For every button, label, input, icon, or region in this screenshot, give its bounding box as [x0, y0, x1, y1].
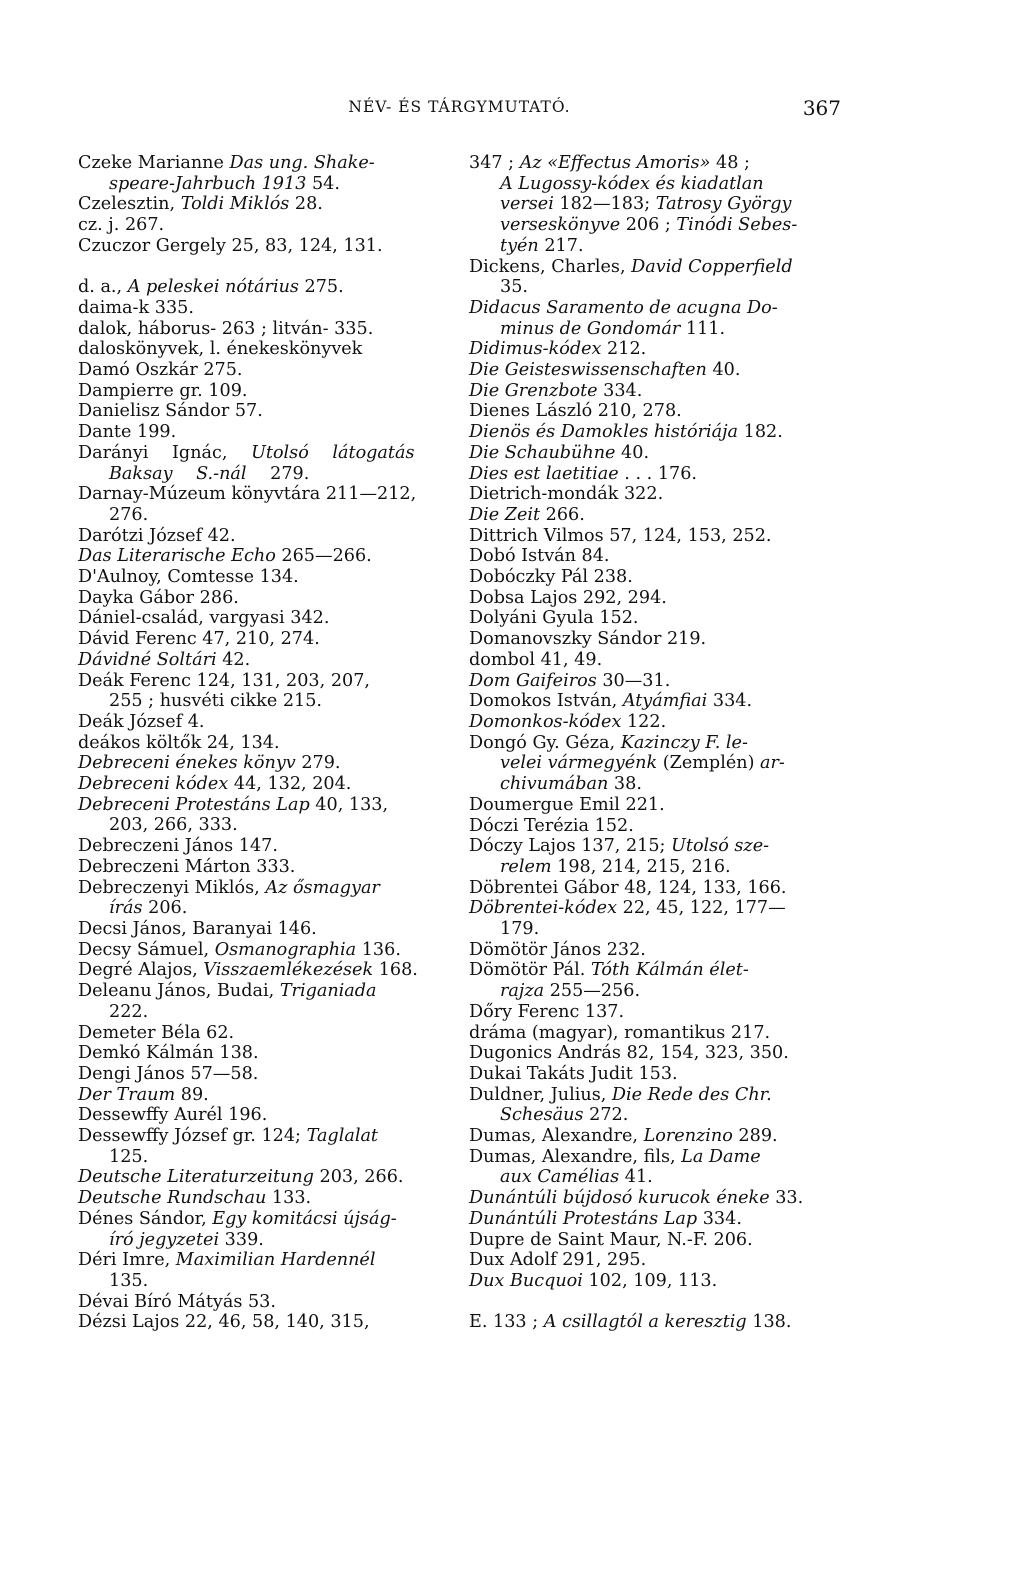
index-entry	[469, 629, 839, 650]
index-entry	[78, 588, 448, 609]
index-entry	[78, 795, 448, 836]
index-entry	[78, 298, 448, 319]
index-entry-text: 212.	[601, 339, 647, 360]
index-entry-text: Dampierre gr. 109.	[78, 380, 248, 401]
index-entry	[78, 236, 448, 257]
index-entry-text: Dienes László 210, 278.	[469, 401, 682, 422]
index-entry-text: 38.	[608, 774, 642, 795]
index-entry	[469, 381, 839, 402]
index-entry	[469, 650, 839, 671]
index-entry-title: Debreceni Protestáns Lap	[78, 794, 310, 815]
index-entry-title: Die Geisteswissenschaften	[469, 360, 707, 381]
index-entry	[469, 1230, 839, 1251]
index-entry-text: Deleanu János, Budai,	[78, 981, 280, 1002]
index-entry	[78, 401, 448, 422]
index-entry-text: 42.	[216, 649, 251, 670]
index-entry-title: ar-	[760, 753, 785, 774]
index-entry-title: Didimus-kódex	[469, 339, 602, 360]
index-entry	[469, 484, 839, 505]
index-entry-text: Dengi János 57—58.	[78, 1063, 259, 1084]
index-entry-text: Dézsi Lajos 22, 46, 58, 140, 315,	[78, 1312, 370, 1333]
index-entry-text: dombol 41, 49.	[469, 649, 603, 670]
index-entry-title: Die Schaubühne	[469, 442, 616, 463]
index-entry	[78, 526, 448, 547]
index-entry-title: Lorenzino	[643, 1126, 733, 1147]
index-entry-title: Osmanographia	[214, 939, 357, 960]
index-entry	[469, 526, 839, 547]
index-entry-text: Dobsa Lajos 292, 294.	[469, 587, 667, 608]
index-entry-text: 133.	[266, 1188, 312, 1209]
index-entry	[78, 567, 448, 588]
index-entry-title: Dom Gaifeiros	[469, 670, 597, 691]
index-entry	[78, 981, 448, 1022]
index-entry-text: 28.	[289, 194, 323, 215]
index-entry-title: David Copperfield	[631, 256, 793, 277]
index-entry	[78, 733, 448, 754]
index-entry-title: Dunántúli bújdosó kurucok éneke	[469, 1188, 770, 1209]
index-entry-title: Deutsche Literaturzeitung	[78, 1167, 314, 1188]
index-entry-title: Tóth Kálmán élet-	[591, 960, 749, 981]
index-entry-text: Dickens, Charles,	[469, 256, 632, 277]
index-entry-text: Dux Adolf 291, 295.	[469, 1250, 647, 1271]
index-entry	[78, 360, 448, 381]
index-entry-text: 289.	[732, 1126, 778, 1147]
index-entry	[78, 381, 448, 402]
index-entry-title: Utolsó sze-	[671, 836, 770, 857]
index-entry	[469, 671, 839, 692]
index-entry-text: Dongó Gy. Géza,	[469, 732, 621, 753]
index-entry	[78, 1105, 448, 1126]
index-entry-text: Dőry Ferenc 137.	[469, 1001, 625, 1022]
index-entry-text: 125.	[109, 1146, 149, 1167]
index-entry	[78, 339, 448, 360]
index-entry-text: Déri Imre,	[78, 1250, 176, 1271]
index-entry-text: 198, 214, 215, 216.	[551, 856, 731, 877]
index-entry-title: Die Zeit	[469, 504, 541, 525]
index-entry	[78, 1312, 448, 1333]
index-entry	[469, 298, 839, 339]
index-entry	[469, 1085, 839, 1126]
index-entry-text: cz. j. 267.	[78, 215, 165, 236]
index-entry	[469, 940, 839, 961]
index-entry-title: Debreceni énekes könyv	[78, 753, 296, 774]
index-entry-text: 203, 266.	[313, 1167, 404, 1188]
index-entry-text: Decsy Sámuel,	[78, 939, 215, 960]
index-entry-title: Debreceni kódex	[78, 774, 229, 795]
index-entry-text: Dömötör János 232.	[469, 939, 646, 960]
index-entry-title: Didacus Saramento de acugna Do-	[469, 297, 778, 318]
index-entry	[78, 215, 448, 236]
index-entry	[469, 795, 839, 816]
index-entry	[469, 898, 839, 939]
index-entry	[78, 194, 448, 215]
index-entry-title: versei	[500, 194, 554, 215]
index-entry	[78, 753, 448, 774]
index-entry	[78, 1085, 448, 1106]
index-entry-title: Schesäus	[500, 1105, 584, 1126]
page-number: 367	[802, 96, 841, 120]
index-entry	[78, 1043, 448, 1064]
index-entry-title: Egy komitácsi újság-	[212, 1208, 397, 1229]
index-entry	[78, 608, 448, 629]
index-entry-text: Danielisz Sándor 57.	[78, 401, 263, 422]
index-entry-text: 206 ;	[620, 215, 677, 236]
index-entry-text: 40, 133,	[309, 794, 389, 815]
index-entry-text: Dayka Gábor 286.	[78, 587, 239, 608]
index-entry-title: minus de Gondomár	[500, 318, 681, 339]
index-entry	[78, 277, 448, 298]
index-entry	[469, 1271, 839, 1292]
index-entry-title: La Dame	[681, 1146, 761, 1167]
index-entry-text: 22, 45, 122, 177—	[617, 898, 786, 919]
index-entry-text: Darótzi József 42.	[78, 525, 236, 546]
index-entry-text: (Zemplén)	[657, 753, 761, 774]
index-entry-text: Dessewffy Aurél 196.	[78, 1105, 268, 1126]
index-entry-text: 347 ;	[469, 153, 520, 173]
index-entry	[78, 319, 448, 340]
index-entry-title: Atyámfiai	[622, 691, 708, 712]
index-entry-text: 30—31.	[596, 670, 671, 691]
index-entry	[78, 940, 448, 961]
index-entry-title: Dienös és Damokles históriája	[469, 422, 739, 443]
index-entry-text: 102, 109, 113.	[582, 1270, 718, 1291]
index-entry-text: 111.	[680, 318, 726, 339]
index-entry	[78, 1064, 448, 1085]
index-entry-title: Dunántúli Protestáns Lap	[469, 1208, 698, 1229]
index-entry	[469, 505, 839, 526]
index-entry	[78, 629, 448, 650]
index-entry-title: A Lugossy-kódex és kiadatlan	[500, 173, 764, 194]
index-entry-text: 168.	[373, 960, 418, 981]
index-entry-text: 89.	[175, 1084, 209, 1105]
index-entry-text: Czuczor Gergely 25, 83, 124, 131.	[78, 235, 383, 256]
index-entry-title: Toldi Miklós	[180, 194, 290, 215]
index-entry	[469, 960, 839, 1001]
index-entry-text: 54.	[306, 173, 340, 194]
index-entry-text: Czelesztin,	[78, 194, 181, 215]
index-entry-text: 179.	[500, 919, 540, 940]
index-entry-title: Dies est laetitiae	[469, 463, 619, 484]
index-entry-text: Debreczenyi Miklós,	[78, 877, 266, 898]
index-entry-title: Das Literarische Echo	[78, 546, 276, 567]
index-entry	[78, 650, 448, 671]
index-entry-text: dráma (magyar), romantikus 217.	[469, 1022, 771, 1043]
index-entry-text: Dömötör Pál.	[469, 960, 591, 981]
index-entry-title: Das ung. Shake-	[229, 153, 375, 173]
index-entry	[469, 1188, 839, 1209]
index-entry-text: Darányi Ignác,	[78, 442, 252, 463]
index-entry	[469, 1043, 839, 1064]
index-entry-title: Az «Effectus Amoris»	[519, 153, 711, 173]
index-entry-text: . . . 176.	[618, 463, 698, 484]
index-entry-text: Debreczeni János 147.	[78, 836, 278, 857]
index-entry	[78, 671, 448, 712]
index-entry	[78, 443, 448, 484]
index-entry-title: Kazinczy F. le-	[620, 732, 748, 753]
index-entry	[469, 1147, 839, 1188]
index-entry-text: 33.	[769, 1188, 804, 1209]
index-entry-text: 272.	[583, 1105, 629, 1126]
running-title: NÉV- ÉS TÁRGYMUTATÓ.	[348, 98, 571, 116]
index-entry-text: Doumergue Emil 221.	[469, 794, 665, 815]
index-entry	[469, 567, 839, 588]
index-entry	[469, 588, 839, 609]
index-entry	[78, 1023, 448, 1044]
index-entry-title: Die Rede des Chr.	[611, 1084, 772, 1105]
index-entry-text: Damó Oszkár 275.	[78, 360, 243, 381]
index-entry-title: A csillagtól a keresztig	[543, 1312, 747, 1333]
index-entry-text: 182—183;	[553, 194, 656, 215]
index-entry-title: tyén	[500, 235, 539, 256]
index-entry	[469, 1023, 839, 1044]
index-entry	[78, 1250, 448, 1291]
index-entry	[469, 422, 839, 443]
index-entry	[469, 691, 839, 712]
index-entry	[78, 1188, 448, 1209]
index-entry-text: 334.	[697, 1208, 742, 1229]
index-entry-text: Dévai Bíró Mátyás 53.	[78, 1291, 276, 1312]
index-entry	[469, 878, 839, 899]
index-entry-title: A peleskei nótárius	[127, 277, 299, 298]
index-entry-text: E. 133 ;	[469, 1312, 544, 1333]
index-entry-text: 334.	[597, 380, 643, 401]
index-entry-text: daloskönyvek, l. énekeskönyvek	[78, 339, 363, 360]
index-entry-text: Dumas, Alexandre, fils,	[469, 1146, 682, 1167]
index-entry-text: Dániel-család, vargyasi 342.	[78, 608, 330, 629]
index-entry	[469, 836, 839, 877]
index-entry	[469, 712, 839, 733]
index-entry-title: Triganiada	[279, 981, 377, 1002]
index-entry-text: 41.	[619, 1167, 653, 1188]
index-entry-title: relem	[500, 856, 552, 877]
index-entry-title: aux Camélias	[500, 1167, 620, 1188]
index-entry-text: Dóczi Terézia 152.	[469, 815, 634, 836]
index-entry-text: Dessewffy József gr. 124;	[78, 1126, 307, 1147]
index-entry-text: 265—266.	[275, 546, 372, 567]
index-entry-text: 255—256.	[544, 981, 641, 1002]
index-entry	[469, 339, 839, 360]
index-entry	[469, 1209, 839, 1230]
index-entry-text: 255 ; husvéti cikke 215.	[109, 691, 323, 712]
index-entry-text: 35.	[500, 277, 528, 298]
index-entry-text: 206.	[142, 898, 188, 919]
index-entry-title: Die Grenzbote	[469, 380, 598, 401]
index-entry-title: chivumában	[500, 774, 609, 795]
page-header	[78, 96, 841, 128]
index-entry-text: deákos költők 24, 134.	[78, 732, 280, 753]
index-entry-text: 275.	[298, 277, 344, 298]
index-entry-title: Dávidné Soltári	[78, 649, 217, 670]
index-entry	[78, 153, 448, 194]
index-entry-title: Tatrosy György	[655, 194, 792, 215]
index-entry	[469, 443, 839, 464]
index-entry-text: Darnay-Múzeum könyvtára 211—212,	[78, 484, 417, 505]
index-entry-text: Decsi János, Baranyai 146.	[78, 919, 317, 939]
index-entry-text: 44, 132, 204.	[228, 774, 352, 795]
index-entry	[469, 1312, 839, 1333]
index-entry-title: író jegyzetei	[109, 1229, 220, 1250]
index-entry	[469, 257, 839, 298]
index-entry-text: 222.	[109, 1001, 149, 1022]
index-entry-title: speare-Jahrbuch 1913	[109, 173, 307, 194]
index-entry-text: Dittrich Vilmos 57, 124, 153, 252.	[469, 525, 772, 546]
index-entry-text: 138.	[746, 1312, 792, 1333]
index-entry-text: Dolyáni Gyula 152.	[469, 608, 639, 629]
index-entry	[78, 774, 448, 795]
index-entry	[78, 422, 448, 443]
index-entry-title: Deutsche Rundschau	[78, 1188, 267, 1209]
index-entry-text: 135.	[109, 1270, 149, 1291]
index-entry	[78, 857, 448, 878]
index-entry	[78, 1209, 448, 1250]
index-entry-text: Dobóczky Pál 238.	[469, 567, 633, 588]
index-entry-text: Dávid Ferenc 47, 210, 274.	[78, 629, 320, 650]
index-entry-text: 122.	[621, 711, 667, 732]
index-entry-text: 279.	[246, 463, 310, 484]
index-entry-title: Baksay S.-nál	[109, 463, 247, 484]
index-entry-text: Dante 199.	[78, 422, 177, 443]
index-entry-text: Domanovszky Sándor 219.	[469, 629, 707, 650]
index-entry-text: Dugonics András 82, 154, 323, 350.	[469, 1043, 789, 1064]
index-entry	[469, 153, 839, 257]
index-entry-text: D'Aulnoy, Comtesse 134.	[78, 567, 299, 588]
index-entry	[469, 360, 839, 381]
index-entry-text: Dobó István 84.	[469, 546, 610, 567]
index-entry-text: 339.	[219, 1229, 264, 1250]
index-entry-title: Döbrentei-kódex	[469, 898, 618, 919]
index-entry-title: velei vármegyénk	[500, 753, 658, 774]
index-entry-text: Deák József 4.	[78, 711, 205, 732]
index-entry-text: 276.	[109, 504, 149, 525]
index-entry-text: 334.	[707, 691, 753, 712]
index-entry-text: Dietrich-mondák 322.	[469, 484, 664, 505]
index-entry-title: Visszaemlékezések	[203, 960, 374, 981]
index-entry-title: írás	[109, 898, 143, 919]
index-entry-title: Taglalat	[306, 1126, 379, 1147]
index-entry-text: Demkó Kálmán 138.	[78, 1043, 259, 1064]
index-entry-text: Domokos István,	[469, 691, 623, 712]
index-entry	[78, 836, 448, 857]
index-entry-title: Domonkos-kódex	[469, 711, 622, 732]
index-entry-text: 279.	[295, 753, 341, 774]
index-entry-title: Maximilian Hardennél	[175, 1250, 376, 1271]
index-entry-text: 217.	[538, 235, 584, 256]
index-entry-text: 48 ;	[710, 153, 750, 173]
index-entry-title: Dux Bucquoi	[469, 1270, 583, 1291]
index-entry	[469, 401, 839, 422]
index-entry	[469, 816, 839, 837]
index-entry-text: Dupre de Saint Maur, N.-F. 206.	[469, 1229, 753, 1250]
index-entry	[78, 712, 448, 733]
index-entry-text: 136.	[356, 939, 401, 960]
index-entry	[78, 878, 448, 919]
index-entry-text: 40.	[706, 360, 741, 381]
index-entry-title: verseskönyve	[500, 215, 621, 236]
index-entry	[469, 1126, 839, 1147]
index-entry-text: Deák Ferenc 124, 131, 203, 207,	[78, 670, 370, 691]
index-entry	[78, 484, 448, 525]
index-entry	[469, 733, 839, 795]
index-entry-title: Der Traum	[78, 1084, 176, 1105]
index-entry-text: dalok, háborus- 263 ; litván- 335.	[78, 318, 374, 339]
index-entry	[469, 464, 839, 485]
index-entry-title: Utolsó látogatás	[251, 442, 415, 463]
index-entry-text: 266.	[540, 504, 585, 525]
index-column-left	[78, 153, 448, 1333]
index-entry	[78, 1167, 448, 1188]
index-entry	[78, 1292, 448, 1313]
index-entry	[469, 1002, 839, 1023]
index-entry-title: Az ősmagyar	[265, 877, 380, 898]
index-entry-text: 203, 266, 333.	[109, 815, 238, 836]
index-entry-text: 40.	[615, 442, 650, 463]
index-entry-title: rajza	[500, 981, 545, 1002]
index-entry	[469, 1064, 839, 1085]
index-entry	[469, 608, 839, 629]
index-entry-text: Dénes Sándor,	[78, 1208, 213, 1229]
index-entry-title: Tinódi Sebes-	[676, 215, 798, 236]
index-entry-text: Debreczeni Márton 333.	[78, 856, 296, 877]
index-entry	[78, 546, 448, 567]
index-entry-text: Degré Alajos,	[78, 960, 204, 981]
index-entry-text: d. a.,	[78, 277, 128, 298]
index-entry-text: Dóczy Lajos 137, 215;	[469, 836, 672, 857]
index-entry-text: daima-k 335.	[78, 297, 194, 318]
index-entry	[78, 919, 448, 940]
index-entry	[78, 960, 448, 981]
index-entry	[469, 546, 839, 567]
index-entry	[78, 1126, 448, 1167]
index-entry	[469, 1250, 839, 1271]
index-entry-text: Duldner, Julius,	[469, 1084, 612, 1105]
index-entry-text: Döbrentei Gábor 48, 124, 133, 166.	[469, 877, 787, 898]
index-entry-text: Demeter Béla 62.	[78, 1022, 235, 1043]
index-entry-text: 182.	[738, 422, 783, 443]
index-entry-text: Czeke Marianne	[78, 153, 230, 173]
index-entry-text: Dumas, Alexandre,	[469, 1126, 644, 1147]
index-column-right	[469, 153, 839, 1333]
index-entry-text: Dukai Takáts Judit 153.	[469, 1063, 678, 1084]
